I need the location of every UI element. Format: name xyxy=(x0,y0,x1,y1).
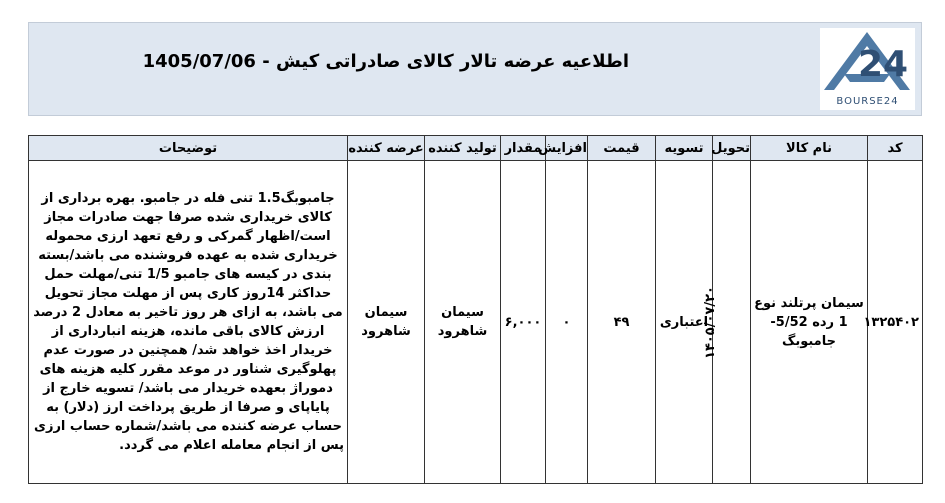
bourse24-logo-icon xyxy=(820,28,915,98)
col-delivery: تحویل xyxy=(713,136,751,161)
table-header-row xyxy=(29,136,923,161)
col-product: نام کالا xyxy=(751,136,868,161)
cell-code: ۱۳۲۵۴۰۲ xyxy=(868,161,923,484)
logo-text: BOURSE24 xyxy=(836,96,899,107)
cell-supplier: سیمان شاهرود xyxy=(348,161,425,484)
cell-description: جامبوبگ1.5 تنی فله در جامبو. بهره برداری از کالای خریداری شده صرفا جهت صادرات مجاز است/اظهار گمرکی و رفع تعهد ارزی محموله خریداری شده به عهده فروشنده می باشد/بسته بندی در کیسه های جامبو 1/5 تنی/مهلت حمل حداکثر 14روز کاری پس از مهلت مجاز تحویل می باشد، به ازای هر روز تاخیر به معادل 2 درصد ارزش کالای باقی مانده، هزینه انبارداری از خریدار اخذ خواهد شد/ همچنین در صورت عدم پهلوگیری شناور در موعد مقرر کلیه هزینه های دموراژ بعهده خریدار می باشد/ تسویه خارج از پایاپای و صرفا از طریق پرداخت ارز (دلار) به حساب عرضه کننده می باشد/شماره حساب ارزی پس از انجام معامله اعلام می گردد. xyxy=(29,161,348,484)
page-title: اطلاعیه عرضه تالار کالای صادراتی کیش - 1405/07/06 xyxy=(142,51,629,72)
col-settlement: تسویه xyxy=(656,136,713,161)
cell-quantity: ۶,۰۰۰ xyxy=(501,161,546,484)
bourse24-logo xyxy=(820,28,915,110)
announcement-header xyxy=(28,22,922,116)
cell-price: ۴۹ xyxy=(588,161,656,484)
offer-table xyxy=(28,135,923,484)
cell-delivery xyxy=(703,161,751,484)
col-producer: تولید کننده xyxy=(425,136,501,161)
delivery-date: ۱۴۰۵/۰۷/۲۰ xyxy=(703,285,719,359)
col-increase: افزایش xyxy=(546,136,588,161)
cell-settlement: اعتباری xyxy=(656,161,713,484)
svg-text:24: 24 xyxy=(858,44,909,85)
col-code: کد xyxy=(868,136,923,161)
col-quantity: مقدار xyxy=(501,136,546,161)
cell-product: سیمان پرتلند نوع 1 رده 5/52-جامبوبگ xyxy=(751,161,868,484)
cell-producer: سیمان شاهرود xyxy=(425,161,501,484)
table-row xyxy=(29,161,923,484)
cell-increase: ۰ xyxy=(546,161,588,484)
col-price: قیمت xyxy=(588,136,656,161)
col-description: توضیحات xyxy=(29,136,348,161)
col-supplier: عرضه کننده xyxy=(348,136,425,161)
